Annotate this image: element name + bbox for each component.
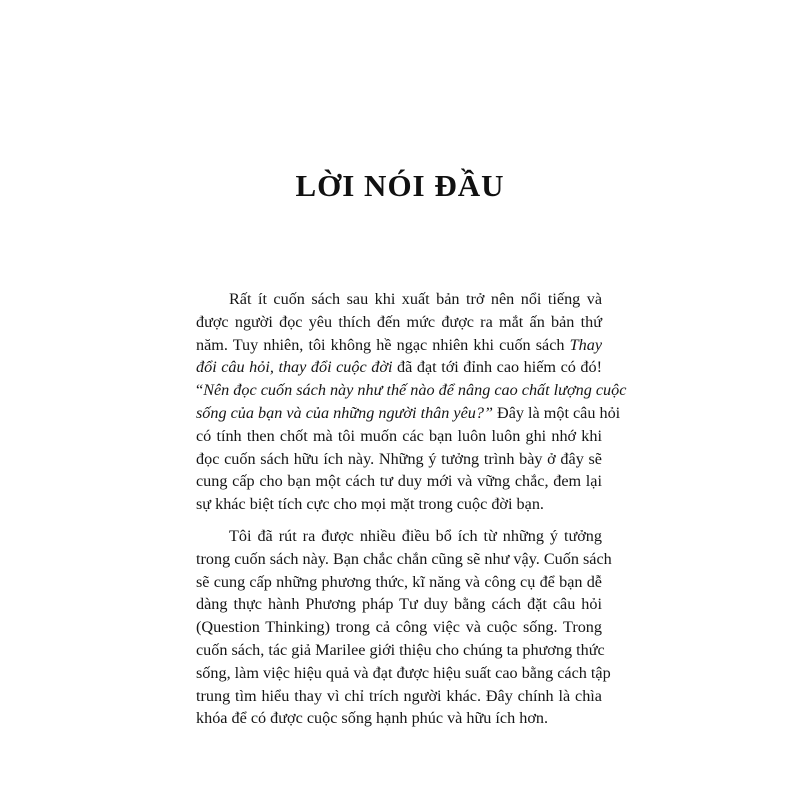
text-segment: dàng thực hành Phương pháp Tư duy bằng cách đặt câu hỏi	[196, 595, 602, 614]
text-line	[196, 379, 627, 402]
body-text	[196, 288, 627, 730]
text-line	[196, 425, 602, 448]
text-segment: có tính then chốt mà tôi muốn các bạn luôn luôn ghi nhớ khi	[196, 426, 602, 445]
text-line	[196, 334, 602, 357]
italic-segment: Nên đọc cuốn sách này như thế nào để nâng cao chất lượng cuộc	[203, 381, 627, 400]
italic-segment: đổi câu hỏi, thay đổi cuộc đời	[196, 358, 393, 377]
paragraph-2	[196, 525, 612, 730]
text-line	[196, 662, 611, 685]
text-segment: cung cấp cho bạn một cách tư duy mới và vững chắc, đem lại	[196, 472, 602, 491]
text-segment: cuốn sách, tác giả Marilee giới thiệu cho chúng ta phương thức	[196, 640, 605, 659]
text-line	[196, 448, 602, 471]
text-line	[196, 288, 602, 311]
text-segment: trung tìm hiểu thay vì chỉ trích người khác. Đây chính là chìa	[196, 686, 602, 705]
text-line	[196, 571, 602, 594]
text-segment: sẽ cung cấp những phương thức, kĩ năng và công cụ để bạn dễ	[196, 572, 602, 591]
text-segment: Tôi đã rút ra được nhiều điều bổ ích từ những ý tưởng	[229, 526, 602, 545]
text-segment: khóa để có được cuộc sống hạnh phúc và hữu ích hơn.	[196, 709, 549, 728]
paragraph-1	[196, 288, 627, 516]
text-line	[196, 593, 602, 616]
text-segment: được người đọc yêu thích đến mức được ra mắt ấn bản thứ	[196, 312, 602, 331]
text-line	[196, 470, 602, 493]
text-line	[196, 548, 612, 571]
text-line	[196, 356, 602, 379]
text-segment: đã đạt tới đỉnh cao hiếm có đó!	[392, 358, 602, 377]
text-segment: đọc cuốn sách hữu ích này. Những ý tưởng trình bày ở đây sẽ	[196, 449, 602, 468]
text-segment: Rất ít cuốn sách sau khi xuất bản trở nên nổi tiếng và	[229, 290, 602, 308]
text-line	[196, 493, 602, 516]
text-segment: sống, làm việc hiệu quả và đạt được hiệu suất cao bằng cách tập	[196, 663, 611, 682]
text-segment: sự khác biệt tích cực cho mọi mặt trong cuộc đời bạn.	[196, 495, 544, 514]
italic-segment: Thay	[569, 335, 602, 354]
text-line	[196, 525, 602, 548]
text-segment: trong cuốn sách này. Bạn chắc chắn cũng sẽ như vậy. Cuốn sách	[196, 549, 612, 568]
italic-segment: sống của bạn và của những người thân yêu?”	[196, 403, 493, 422]
text-segment: “	[196, 381, 204, 400]
text-line	[196, 707, 602, 730]
text-segment: năm. Tuy nhiên, tôi không hề ngạc nhiên khi cuốn sách	[196, 335, 570, 354]
text-line	[196, 616, 602, 639]
text-line	[196, 639, 605, 662]
text-line	[196, 311, 602, 334]
chapter-title: LỜI NÓI ĐẦU	[295, 168, 505, 203]
text-segment: Đây là một câu hỏi	[492, 403, 621, 422]
text-line	[196, 685, 602, 708]
text-segment: (Question Thinking) trong cả công việc và cuộc sống. Trong	[196, 618, 602, 637]
text-line	[196, 402, 621, 425]
